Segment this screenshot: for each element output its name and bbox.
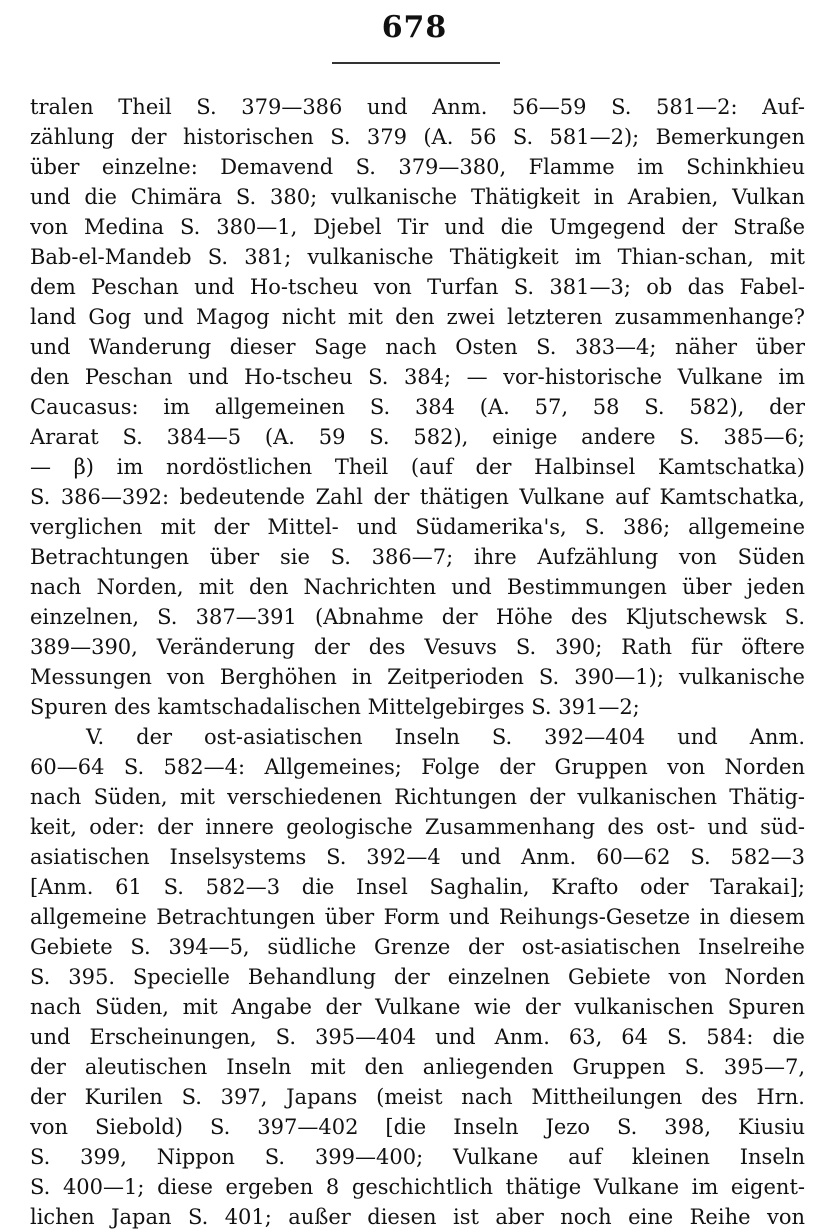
text-line: [Anm. 61 S. 582—3 die Insel Saghalin, Krafto oder Tarakai]; bbox=[30, 875, 805, 899]
text-line: Spuren des kamtschadalischen Mittelgebirges S. 391—2; bbox=[30, 695, 640, 719]
text-line: von Medina S. 380—1, Djebel Tir und die Umgegend der Straße bbox=[30, 215, 805, 239]
text-line: von Siebold) S. 397—402 [die Inseln Jezo S. 398, Kiusiu bbox=[30, 1115, 805, 1139]
text-line: Messungen von Berghöhen in Zeitperioden S. 390—1); vulkanische bbox=[30, 665, 805, 689]
text-line: lichen Japan S. 401; außer diesen ist aber noch eine Reihe von bbox=[30, 1205, 805, 1229]
text-line: S. 395. Specielle Behandlung der einzelnen Gebiete von Norden bbox=[30, 965, 805, 989]
text-line: — β) im nordöstlichen Theil (auf der Halbinsel Kamtschatka) bbox=[30, 455, 805, 479]
text-line: Betrachtungen über sie S. 386—7; ihre Aufzählung von Süden bbox=[30, 545, 805, 569]
text-line: nach Süden, mit Angabe der Vulkane wie der vulkanischen Spuren bbox=[30, 995, 805, 1019]
text-line: nach Norden, mit den Nachrichten und Bestimmungen über jeden bbox=[30, 575, 805, 599]
text-line: zählung der historischen S. 379 (A. 56 S. 581—2); Bemerkungen bbox=[30, 125, 805, 149]
text-line: und Erscheinungen, S. 395—404 und Anm. 63, 64 S. 584: die bbox=[30, 1025, 805, 1049]
text-line: keit, oder: der innere geologische Zusammenhang des ost- und süd- bbox=[30, 815, 805, 839]
page-number: 678 bbox=[381, 10, 448, 45]
text-line: über einzelne: Demavend S. 379—380, Flamme im Schinkhieu bbox=[30, 155, 805, 179]
text-line: der aleutischen Inseln mit den anliegenden Gruppen S. 395—7, bbox=[30, 1055, 805, 1079]
index-text bbox=[30, 92, 805, 1232]
text-line: S. 400—1; diese ergeben 8 geschichtlich thätige Vulkane im eigent- bbox=[30, 1175, 805, 1199]
text-line: Caucasus: im allgemeinen S. 384 (A. 57, 58 S. 582), der bbox=[30, 395, 805, 419]
text-line: der Kurilen S. 397, Japans (meist nach Mittheilungen des Hrn. bbox=[30, 1085, 805, 1109]
text-line: dem Peschan und Ho-tscheu von Turfan S. 381—3; ob das Fabel- bbox=[30, 275, 805, 299]
text-line: Bab-el-Mandeb S. 381; vulkanische Thätigkeit im Thian-schan, mit bbox=[30, 245, 805, 269]
text-line: 389—390, Veränderung der des Vesuvs S. 390; Rath für öftere bbox=[30, 635, 805, 659]
text-line: und Wanderung dieser Sage nach Osten S. 383—4; näher über bbox=[30, 335, 805, 359]
text-line: 60—64 S. 582—4: Allgemeines; Folge der Gruppen von Norden bbox=[30, 755, 805, 779]
text-line: und die Chimära S. 380; vulkanische Thätigkeit in Arabien, Vulkan bbox=[30, 185, 805, 209]
text-line: Gebiete S. 394—5, südliche Grenze der ost-asiatischen Inselreihe bbox=[30, 935, 805, 959]
text-line: S. 399, Nippon S. 399—400; Vulkane auf kleinen Inseln bbox=[30, 1145, 805, 1169]
text-line: Ararat S. 384—5 (A. 59 S. 582), einige andere S. 385—6; bbox=[30, 425, 805, 449]
text-line: nach Süden, mit verschiedenen Richtungen der vulkanischen Thätig- bbox=[30, 785, 805, 809]
text-line: verglichen mit der Mittel- und Südamerika's, S. 386; allgemeine bbox=[30, 515, 805, 539]
text-line: allgemeine Betrachtungen über Form und Reihungs-Gesetze in diesem bbox=[30, 905, 805, 929]
text-line: tralen Theil S. 379—386 und Anm. 56—59 S. 581—2: Auf- bbox=[30, 95, 805, 119]
text-line: einzelnen, S. 387—391 (Abnahme der Höhe des Kljutschewsk S. bbox=[30, 605, 805, 629]
header-rule bbox=[332, 62, 500, 64]
text-line: den Peschan und Ho-tscheu S. 384; — vor-historische Vulkane im bbox=[30, 365, 805, 389]
section-heading-line: V. der ost-asiatischen Inseln S. 392—404 und Anm. bbox=[86, 725, 805, 749]
text-line: land Gog und Magog nicht mit den zwei letzteren zusammenhange? bbox=[30, 305, 805, 329]
text-line: asiatischen Inselsystems S. 392—4 und Anm. 60—62 S. 582—3 bbox=[30, 845, 805, 869]
text-line: S. 386—392: bedeutende Zahl der thätigen Vulkane auf Kamtschatka, bbox=[30, 485, 805, 509]
